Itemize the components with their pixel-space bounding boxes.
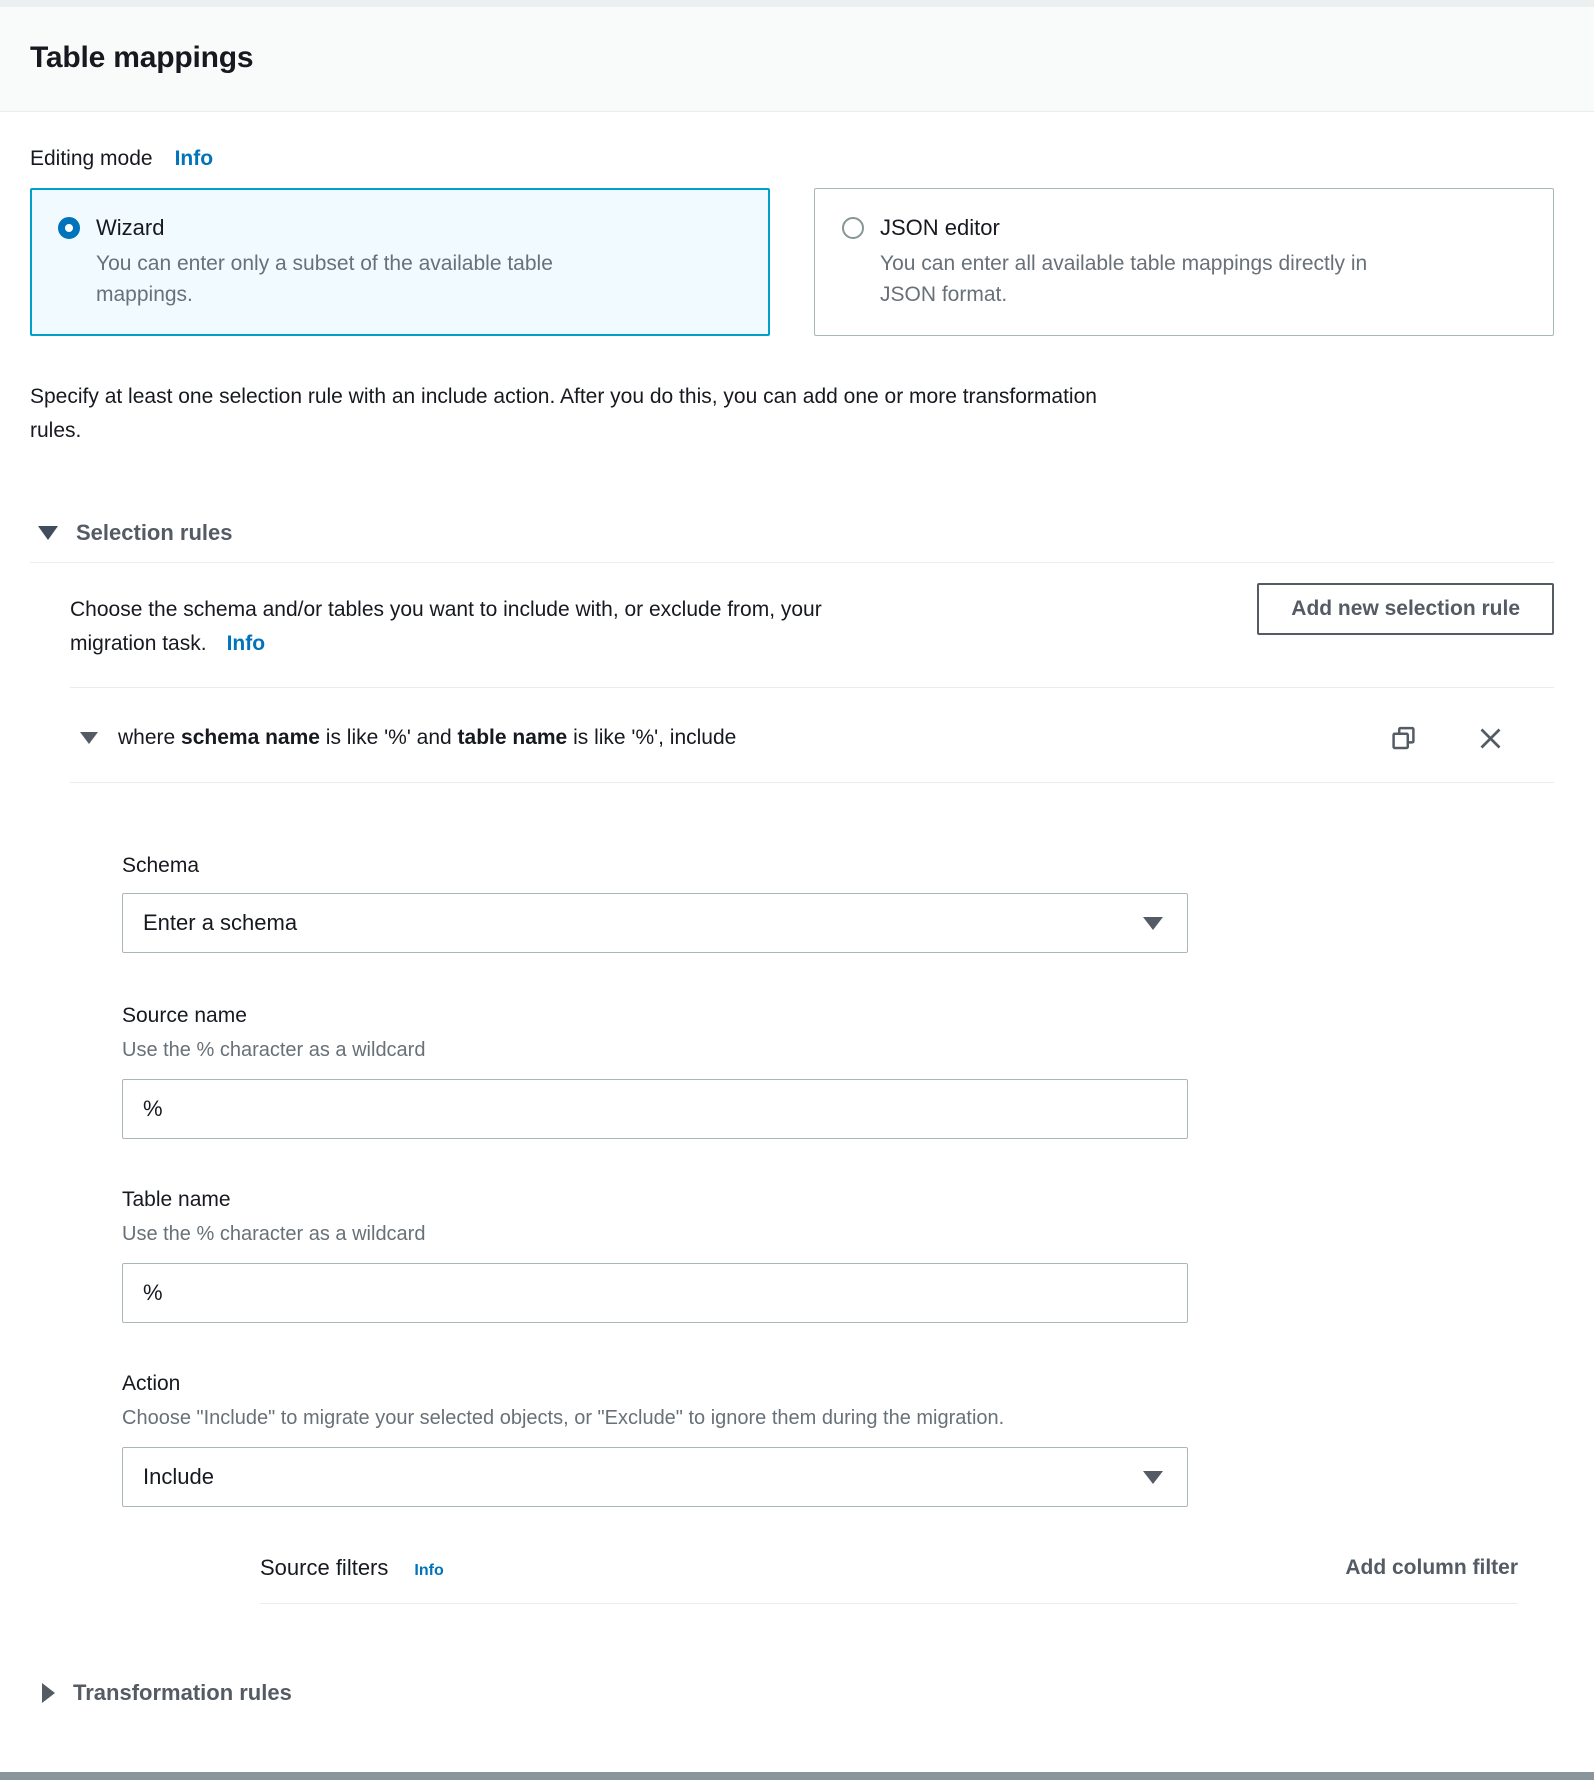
chevron-down-icon <box>1143 1471 1163 1484</box>
page-title: Table mappings <box>30 41 254 74</box>
editing-mode-option-json-editor[interactable] <box>814 188 1554 336</box>
action-hint: Choose "Include" to migrate your selected objects, or "Exclude" to ignore them during the migration. <box>122 1407 1005 1429</box>
copy-icon <box>1390 725 1417 752</box>
collapse-rule-icon[interactable] <box>80 732 98 744</box>
intro-text: Specify at least one selection rule with an include action. After you do this, you can add one or more transformation rules. <box>30 385 1097 442</box>
table-name-label: Table name <box>122 1188 231 1211</box>
chevron-right-icon <box>42 1683 55 1703</box>
chevron-down-icon <box>38 526 58 540</box>
transformation-rules-title: Transformation rules <box>73 1680 292 1705</box>
editing-mode-option-wizard[interactable] <box>30 188 770 336</box>
table-name-hint: Use the % character as a wildcard <box>122 1223 426 1245</box>
editing-mode-label: Editing mode <box>30 147 153 170</box>
source-filters-title: Source filters <box>260 1555 389 1580</box>
wizard-option-description: You can enter only a subset of the available table mappings. <box>96 252 553 306</box>
panel-header <box>0 7 1594 112</box>
selection-rules-title: Selection rules <box>76 520 233 545</box>
table-name-input[interactable] <box>122 1263 1188 1323</box>
source-filters-section <box>260 1555 1518 1604</box>
schema-label: Schema <box>122 854 200 877</box>
duplicate-rule-button[interactable] <box>1390 725 1417 752</box>
divider <box>70 687 1554 688</box>
selection-rules-description: Choose the schema and/or tables you want to include with, or exclude from, your migration task. Info <box>70 598 822 655</box>
rule-summary-text: where schema name is like '%' and table name is like '%', include <box>118 726 737 749</box>
json-editor-option-label: JSON editor <box>880 215 1000 240</box>
selection-rules-body <box>70 581 1554 1604</box>
action-label: Action <box>122 1372 181 1395</box>
source-name-input[interactable] <box>122 1079 1188 1139</box>
editing-mode-row <box>30 146 1554 172</box>
close-icon <box>1477 725 1504 752</box>
schema-select[interactable] <box>122 893 1188 953</box>
panel-content <box>0 146 1594 1708</box>
selection-rule-form <box>122 853 1554 1604</box>
chevron-down-icon <box>1143 917 1163 930</box>
radio-unchecked-icon[interactable] <box>842 217 864 239</box>
add-new-selection-rule-button[interactable]: Add new selection rule <box>1257 583 1554 635</box>
source-filters-info-link[interactable]: Info <box>414 1562 444 1579</box>
divider <box>260 1603 1518 1604</box>
editing-mode-info-link[interactable]: Info <box>174 147 214 170</box>
remove-rule-button[interactable] <box>1477 725 1504 752</box>
source-name-label: Source name <box>122 1004 247 1027</box>
selection-rules-toggle[interactable] <box>30 518 1554 548</box>
source-name-hint: Use the % character as a wildcard <box>122 1039 426 1061</box>
radio-checked-icon[interactable] <box>58 217 80 239</box>
schema-select-value: Enter a schema <box>143 910 298 935</box>
top-strip <box>0 0 1594 7</box>
selection-rules-info-link[interactable]: Info <box>226 632 266 655</box>
action-select[interactable] <box>122 1447 1188 1507</box>
horizontal-scrollbar[interactable] <box>0 1772 1594 1780</box>
json-editor-option-description: You can enter all available table mappings directly in JSON format. <box>880 252 1368 306</box>
wizard-option-label: Wizard <box>96 215 165 240</box>
selection-rules-desc-row <box>70 581 1554 661</box>
divider <box>70 782 1554 783</box>
divider <box>30 562 1554 563</box>
transformation-rules-toggle[interactable] <box>30 1678 1554 1708</box>
editing-mode-options <box>30 188 1554 336</box>
action-select-value: Include <box>143 1464 214 1489</box>
selection-rule-header <box>70 722 1554 754</box>
add-column-filter-button[interactable]: Add column filter <box>1345 1556 1518 1579</box>
